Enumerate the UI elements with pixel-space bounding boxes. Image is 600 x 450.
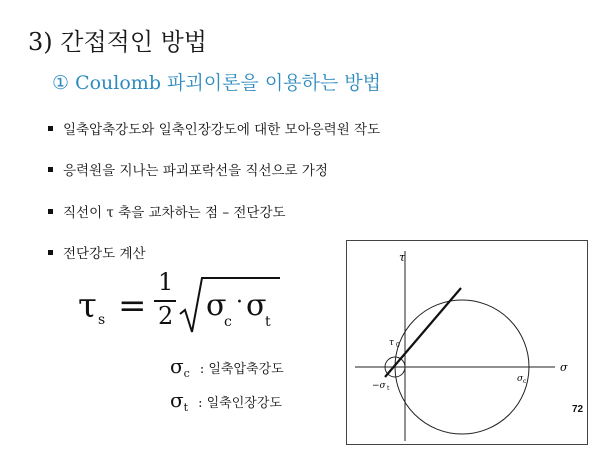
bullet-item (48, 242, 146, 262)
formula-equals: = (118, 286, 147, 326)
failure-envelope-line (385, 288, 461, 377)
formula-sub-c: c (224, 314, 232, 330)
legend-symbol: σ (170, 354, 184, 378)
legend-subscript: c (183, 367, 190, 380)
formula-tau-subscript: s (98, 312, 106, 328)
formula-sigma-t: σ (246, 288, 267, 323)
mohr-circle-diagram (346, 240, 588, 445)
bullet-text: 응력원을 지나는 파괴포락선을 직선으로 가정 (63, 163, 328, 179)
formula-denominator: 2 (158, 302, 174, 330)
legend-symbol: σ (170, 388, 184, 412)
bullet-marker-icon (48, 209, 53, 214)
formula-tau-symbol: τ (78, 286, 97, 326)
neg-sigma-t-subscript: t (387, 385, 390, 392)
bullet-marker-icon (48, 250, 53, 255)
neg-sigma-t-label: −σ (372, 381, 386, 391)
sigma-axis-label: σ (560, 361, 568, 374)
shear-strength-formula (78, 268, 278, 340)
bullet-marker-icon (48, 126, 53, 131)
tau-axis-label: τ (399, 251, 406, 264)
bullet-marker-icon (48, 167, 53, 172)
bullet-text: 직선이 τ 축을 교차하는 점 – 전단강도 (63, 205, 286, 221)
bullet-text: 일축압축강도와 일축인장강도에 대한 모아응력원 작도 (63, 122, 381, 138)
tau0-subscript: 0 (396, 342, 400, 349)
bullet-text: 전단강도 계산 (63, 246, 146, 262)
slide-heading: 3) 간접적인 방법 (28, 28, 207, 56)
legend-sigma-t (170, 388, 282, 412)
legend-subscript: t (183, 401, 189, 414)
legend-sigma-c (170, 354, 284, 378)
legend-text: : 일축인장강도 (198, 396, 282, 411)
sigma-c-label: σ (517, 374, 524, 384)
sigma-c-subscript: c (523, 378, 527, 385)
legend-text: : 일축압축강도 (199, 362, 284, 377)
page-number: 72 (572, 404, 584, 415)
bullet-item (48, 201, 286, 221)
formula-numerator: 1 (158, 268, 174, 296)
mohr-circle-figure (347, 241, 587, 444)
formula-sub-t: t (265, 314, 271, 330)
tau0-label: τ (389, 338, 394, 348)
formula-sigma-c: σ (206, 288, 227, 323)
bullet-item (48, 159, 328, 179)
formula-dot: · (236, 290, 243, 315)
slide-subheading: ① Coulomb 파괴이론을 이용하는 방법 (52, 72, 381, 94)
bullet-item (48, 118, 380, 138)
